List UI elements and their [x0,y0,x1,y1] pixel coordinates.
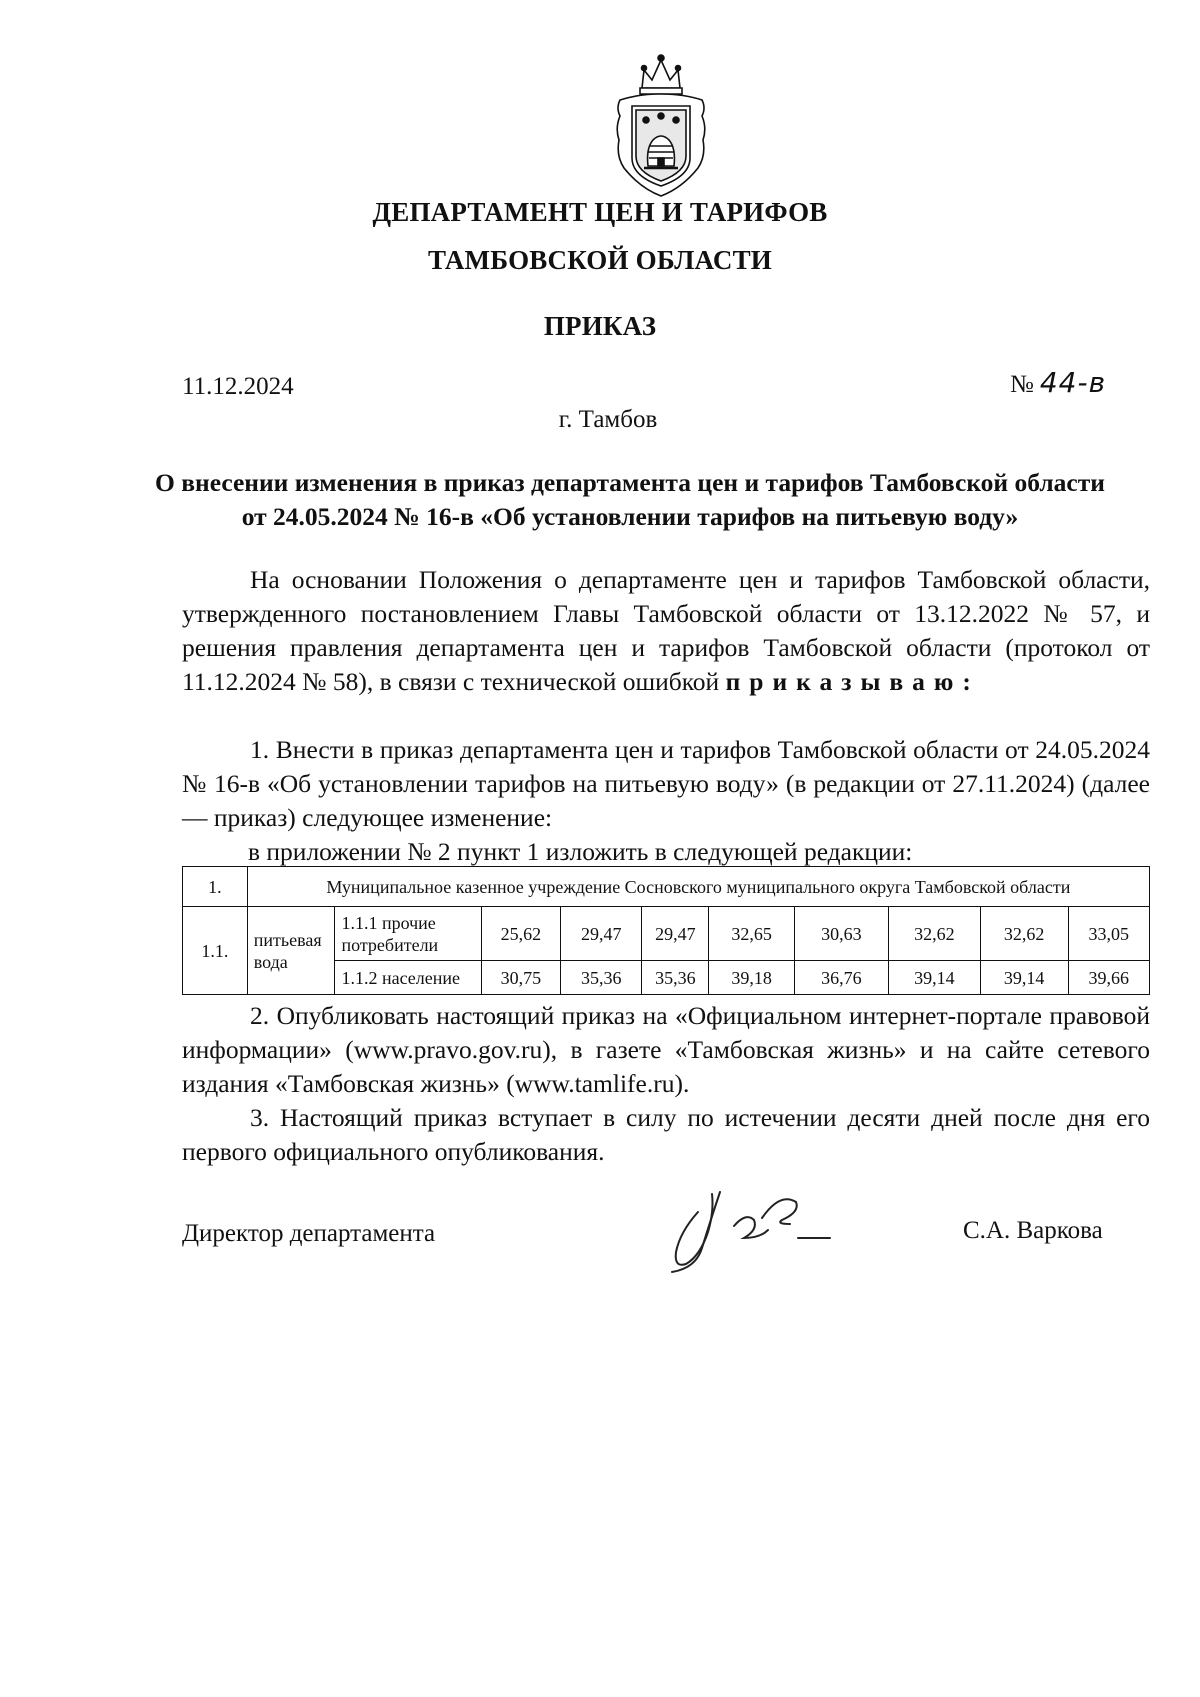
tariff-value: 39,14 [888,961,980,995]
table-row [183,907,1150,961]
item-2-paragraph: 2. Опубликовать настоящий приказ на «Официальном интернет-портале правовой информации» (www.pravo.gov.ru), в газете «Тамбовская жизнь» и на сайте сетевого издания «Тамбовская жизнь» (www.tamlife.ru). [182,1001,1150,1098]
order-word: приказываю: [725,667,980,696]
row-number: 1. [183,867,248,907]
tariff-value: 25,62 [481,907,560,961]
signer-title: Директор департамента [182,1220,436,1247]
item-1-subparagraph: в приложении № 2 пункт 1 изложить в следующей редакции: [248,837,913,866]
resource-name: питьевая вода [247,907,335,995]
handwritten-number: 44-в [1039,366,1107,399]
document-city: г. Тамбов [558,406,658,433]
tariff-value: 32,62 [888,907,980,961]
item-1-paragraph: 1. Внести в приказ департамента цен и тарифов Тамбовской области от 24.05.2024 № 16-в «Об установлении тарифов на питьевую воду» (в редакции от 27.11.2024) (далее — приказ) следующее изменение: [182,735,1150,832]
tariff-table [182,866,1150,995]
department-name-line2: ТАМБОВСКОЙ ОБЛАСТИ [427,245,773,275]
tariff-value: 35,36 [642,961,709,995]
handwritten-signature [650,1172,840,1284]
tariff-value: 29,47 [561,907,642,961]
tariff-value: 39,66 [1068,961,1150,995]
document-date: 11.12.2024 [182,373,294,400]
row-number: 1.1. [183,907,248,995]
document-number [1010,366,1106,399]
basis-paragraph [182,563,1150,699]
tariff-value: 36,76 [794,961,888,995]
tariff-value: 39,14 [980,961,1068,995]
tariff-value: 32,65 [709,907,795,961]
tariff-value: 35,36 [561,961,642,995]
consumer-category: 1.1.2 население [335,961,481,995]
tariff-value: 29,47 [642,907,709,961]
basis-text: На основании Положения о департаменте цен и тарифов Тамбовской области, утвержденного постановлением Главы Тамбовской области от 13.12.2022 № 57, и решения правления департамента цен и тарифов Тамбовской области (протокол от 11.12.2024 № 58), в связи с технической ошибкой [182,565,1150,696]
tariff-value: 30,75 [481,961,560,995]
coat-of-arms-emblem [612,48,710,200]
number-sign: № [1010,371,1034,398]
tariff-value: 33,05 [1068,907,1150,961]
document-type: ПРИКАЗ [543,311,657,341]
table-row [183,867,1150,907]
document-subject: О внесении изменения в приказ департамента цен и тарифов Тамбовской области от 24.05.2024 № 16-в «Об установлении тарифов на питьевую воду» [155,468,1105,531]
item-3-paragraph: 3. Настоящий приказ вступает в силу по истечении десяти дней после дня его первого официального опубликования. [182,1103,1150,1166]
signer-name: С.А. Варкова [963,1217,1103,1244]
department-name-line1: ДЕПАРТАМЕНТ ЦЕН И ТАРИФОВ [372,197,828,227]
tariff-value: 39,18 [709,961,795,995]
organization-name: Муниципальное казенное учреждение Сосновского муниципального округа Тамбовской области [247,867,1149,907]
tariff-value: 32,62 [980,907,1068,961]
tariff-value: 30,63 [794,907,888,961]
consumer-category: 1.1.1 прочие потребители [335,907,481,961]
